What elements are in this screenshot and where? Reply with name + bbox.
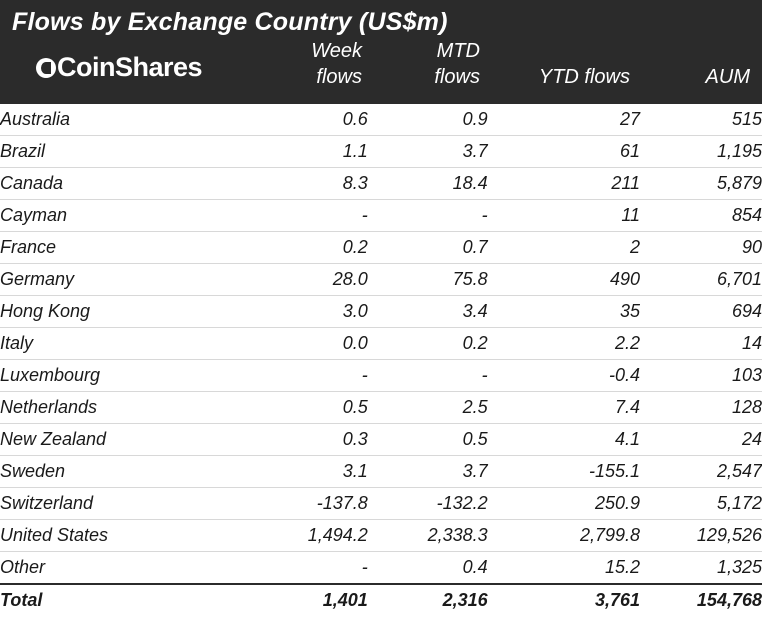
- cell-mtd: -132.2: [368, 488, 488, 520]
- cell-ytd: 11: [488, 200, 640, 232]
- table-row: [0, 168, 762, 200]
- cell-aum: 2,547: [640, 456, 762, 488]
- column-header-ytd: [480, 38, 630, 90]
- cell-mtd: -: [368, 360, 488, 392]
- cell-country: Italy: [0, 328, 248, 360]
- cell-country: Luxembourg: [0, 360, 248, 392]
- cell-week: 1.1: [248, 136, 368, 168]
- cell-country: Sweden: [0, 456, 248, 488]
- cell-week: 0.5: [248, 392, 368, 424]
- flows-table: [0, 104, 762, 616]
- cell-ytd: 2.2: [488, 328, 640, 360]
- cell-mtd: 2,316: [368, 584, 488, 616]
- cell-country: Netherlands: [0, 392, 248, 424]
- cell-aum: 5,172: [640, 488, 762, 520]
- cell-aum: 90: [640, 232, 762, 264]
- cell-week: -: [248, 200, 368, 232]
- cell-week: 28.0: [248, 264, 368, 296]
- cell-mtd: -: [368, 200, 488, 232]
- cell-country: Cayman: [0, 200, 248, 232]
- cell-mtd: 0.4: [368, 552, 488, 585]
- table-row: [0, 232, 762, 264]
- table-row: [0, 328, 762, 360]
- cell-country: Hong Kong: [0, 296, 248, 328]
- cell-week: -137.8: [248, 488, 368, 520]
- cell-ytd: 3,761: [488, 584, 640, 616]
- cell-aum: 129,526: [640, 520, 762, 552]
- cell-mtd: 3.4: [368, 296, 488, 328]
- cell-aum: 154,768: [640, 584, 762, 616]
- cell-aum: 128: [640, 392, 762, 424]
- cell-country: Brazil: [0, 136, 248, 168]
- cell-week: 3.1: [248, 456, 368, 488]
- column-header-week: [244, 38, 362, 90]
- cell-aum: 854: [640, 200, 762, 232]
- table-row-total: [0, 584, 762, 616]
- cell-week: 1,494.2: [248, 520, 368, 552]
- table-body: [0, 104, 762, 616]
- cell-aum: 103: [640, 360, 762, 392]
- cell-ytd: 27: [488, 104, 640, 136]
- cell-mtd: 0.5: [368, 424, 488, 456]
- column-headers: [244, 38, 750, 90]
- cell-week: 0.2: [248, 232, 368, 264]
- cell-mtd: 2.5: [368, 392, 488, 424]
- cell-mtd: 3.7: [368, 136, 488, 168]
- cell-ytd: -155.1: [488, 456, 640, 488]
- table-row: [0, 200, 762, 232]
- cell-ytd: 61: [488, 136, 640, 168]
- column-header-ytd-line2: YTD flows: [538, 66, 630, 88]
- cell-aum: 1,195: [640, 136, 762, 168]
- cell-country: United States: [0, 520, 248, 552]
- column-header-aum-line2: AUM: [705, 66, 750, 88]
- cell-ytd: 211: [488, 168, 640, 200]
- coinshares-mark-icon: [36, 58, 56, 78]
- column-header-aum: [630, 38, 750, 90]
- table-row: [0, 264, 762, 296]
- table-row: [0, 424, 762, 456]
- cell-mtd: 2,338.3: [368, 520, 488, 552]
- cell-week: 8.3: [248, 168, 368, 200]
- cell-country: France: [0, 232, 248, 264]
- cell-mtd: 0.9: [368, 104, 488, 136]
- cell-ytd: 250.9: [488, 488, 640, 520]
- table-row: [0, 360, 762, 392]
- column-header-mtd-line1: MTD: [436, 40, 480, 62]
- cell-ytd: 15.2: [488, 552, 640, 585]
- cell-aum: 5,879: [640, 168, 762, 200]
- column-header-aum-line1: [630, 38, 750, 64]
- table-header: [0, 0, 762, 104]
- logo-text: CoinShares: [57, 52, 203, 82]
- cell-aum: 694: [640, 296, 762, 328]
- table-row: [0, 136, 762, 168]
- cell-mtd: 75.8: [368, 264, 488, 296]
- cell-week: -: [248, 552, 368, 585]
- cell-country: Germany: [0, 264, 248, 296]
- table-row: [0, 552, 762, 585]
- cell-aum: 515: [640, 104, 762, 136]
- cell-aum: 6,701: [640, 264, 762, 296]
- column-header-ytd-line1: [480, 38, 630, 64]
- page-title: Flows by Exchange Country (US$m): [12, 8, 448, 36]
- table-row: [0, 520, 762, 552]
- cell-ytd: 4.1: [488, 424, 640, 456]
- column-header-week-line2: flows: [316, 66, 362, 88]
- cell-week: -: [248, 360, 368, 392]
- cell-week: 1,401: [248, 584, 368, 616]
- cell-ytd: 7.4: [488, 392, 640, 424]
- cell-mtd: 0.7: [368, 232, 488, 264]
- cell-ytd: 2: [488, 232, 640, 264]
- column-header-mtd: [362, 38, 480, 90]
- cell-aum: 24: [640, 424, 762, 456]
- cell-ytd: 2,799.8: [488, 520, 640, 552]
- cell-ytd: 35: [488, 296, 640, 328]
- column-header-week-line1: Week: [311, 40, 362, 62]
- cell-country: New Zealand: [0, 424, 248, 456]
- cell-week: 0.0: [248, 328, 368, 360]
- cell-country: Other: [0, 552, 248, 585]
- cell-aum: 1,325: [640, 552, 762, 585]
- table-row: [0, 104, 762, 136]
- cell-week: 0.6: [248, 104, 368, 136]
- table-row: [0, 488, 762, 520]
- cell-country: Switzerland: [0, 488, 248, 520]
- cell-week: 3.0: [248, 296, 368, 328]
- cell-country: Canada: [0, 168, 248, 200]
- table-row: [0, 296, 762, 328]
- cell-mtd: 0.2: [368, 328, 488, 360]
- coinshares-logo: [36, 52, 202, 83]
- table-row: [0, 392, 762, 424]
- cell-country: Australia: [0, 104, 248, 136]
- cell-aum: 14: [640, 328, 762, 360]
- cell-ytd: 490: [488, 264, 640, 296]
- cell-country: Total: [0, 584, 248, 616]
- cell-mtd: 18.4: [368, 168, 488, 200]
- table-row: [0, 456, 762, 488]
- cell-week: 0.3: [248, 424, 368, 456]
- column-header-mtd-line2: flows: [434, 66, 480, 88]
- cell-mtd: 3.7: [368, 456, 488, 488]
- cell-ytd: -0.4: [488, 360, 640, 392]
